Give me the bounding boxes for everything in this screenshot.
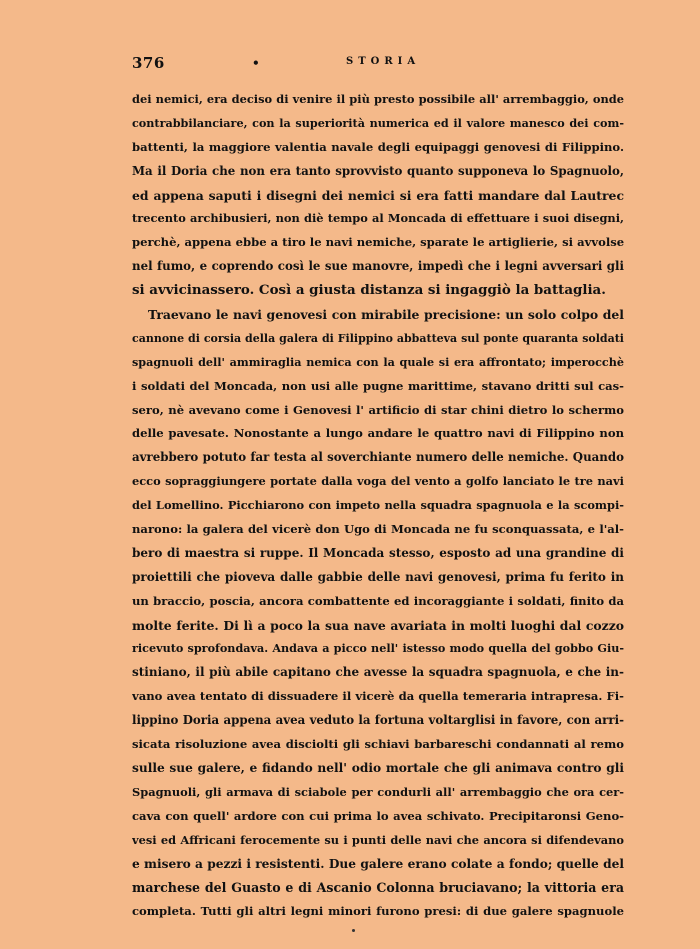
body-text: [132, 88, 624, 924]
text-line: molte ferite. Di lì a poco la sua nave avariata in molti luoghi dal cozzo: [132, 617, 624, 633]
text-line: Ma il Doria che non era tanto sprovvisto quanto supponeva lo Spagnuolo,: [132, 163, 624, 178]
header-ornament: •: [252, 56, 260, 70]
text-line: vano avea tentato di dissuadere il vicerè da quella temeraria intrapresa. Fi-: [132, 689, 624, 704]
text-line: del Lomellino. Picchiarono con impeto nella squadra spagnuola e la scompi-: [132, 498, 624, 513]
text-line: ed appena saputi i disegni dei nemici si era fatti mandare dal Lautrec: [132, 187, 624, 203]
text-line: perchè, appena ebbe a tiro le navi nemiche, sparate le artiglierie, si avvolse: [132, 235, 624, 250]
text-line: Spagnuoli, gli armava di sciabole per condurli all' arrembaggio che ora cer-: [132, 784, 624, 799]
text-line: lippino Doria appena avea veduto la fortuna voltarglisi in favore, con arri-: [132, 713, 624, 728]
text-line: spagnuoli dell' ammiraglia nemica con la quale si era affrontato; imperocchè: [132, 354, 624, 369]
text-line: delle pavesate. Nonostante a lungo andare le quattro navi di Filippino non: [132, 426, 624, 441]
text-line: nel fumo, e coprendo così le sue manovre, impedì che i legni avversari gli: [132, 259, 624, 274]
text-line: e misero a pezzi i resistenti. Due galere erano colate a fondo; quelle del: [132, 856, 624, 871]
text-line: si avvicinassero. Così a giusta distanza si ingaggiò la battaglia.: [132, 282, 606, 299]
text-line: bero di maestra si ruppe. Il Moncada stesso, esposto ad una grandine di: [132, 545, 624, 560]
text-line: proiettili che pioveva dalle gabbie delle navi genovesi, prima fu ferito in: [132, 569, 624, 584]
text-line: avrebbero potuto far testa al soverchiante numero delle nemiche. Quando: [132, 450, 624, 465]
text-line: marchese del Guasto e di Ascanio Colonna bruciavano; la vittoria era: [132, 880, 624, 896]
text-line: contrabbilanciare, con la superiorità numerica ed il valore manesco dei com-: [132, 115, 624, 130]
text-line: vesi ed Affricani ferocemente su i punti delle navi che ancora si difendevano: [132, 832, 624, 847]
text-line: completa. Tutti gli altri legni minori furono presi: di due galere spagnuole: [132, 904, 624, 919]
text-line: sero, nè avevano come i Genovesi l' artificio di star chini dietro lo schermo: [132, 402, 624, 417]
text-line: un braccio, poscia, ancora combattente ed incoraggiante i soldati, finito da: [132, 593, 624, 608]
page-number: 376: [132, 54, 165, 72]
text-line: Traevano le navi genovesi con mirabile precisione: un solo colpo del: [148, 307, 624, 323]
text-line: ecco sopraggiungere portate dalla voga del vento a golfo lanciato le tre navi: [132, 474, 624, 489]
text-line: sulle sue galere, e fidando nell' odio mortale che gli animava contro gli: [132, 760, 624, 775]
page-header: [132, 54, 624, 78]
text-line: i soldati del Moncada, non usi alle pugne marittime, stavano dritti sul cas-: [132, 378, 624, 393]
text-line: cannone di corsia della galera di Filippino abbatteva sul ponte quaranta soldati: [132, 331, 624, 345]
text-line: trecento archibusieri, non diè tempo al Moncada di effettuare i suoi disegni,: [132, 211, 624, 226]
text-line: stiniano, il più abile capitano che avesse la squadra spagnuola, e che in-: [132, 665, 624, 680]
text-line: narono: la galera del vicerè don Ugo di Moncada ne fu sconquassata, e l'al-: [132, 522, 624, 537]
text-line: ricevuto sprofondava. Andava a picco nell' istesso modo quella del gobbo Giu-: [132, 641, 624, 656]
footer-dot: [352, 929, 355, 932]
running-head: STORIA: [346, 56, 421, 67]
text-line: dei nemici, era deciso di venire il più presto possibile all' arrembaggio, onde: [132, 92, 624, 106]
text-line: cava con quell' ardore con cui prima lo avea schivato. Precipitaronsi Geno-: [132, 808, 624, 823]
text-line: battenti, la maggiore valentia navale degli equipaggi genovesi di Filippino.: [132, 139, 624, 154]
text-line: sicata risoluzione avea disciolti gli schiavi barbareschi condannati al remo: [132, 737, 624, 752]
